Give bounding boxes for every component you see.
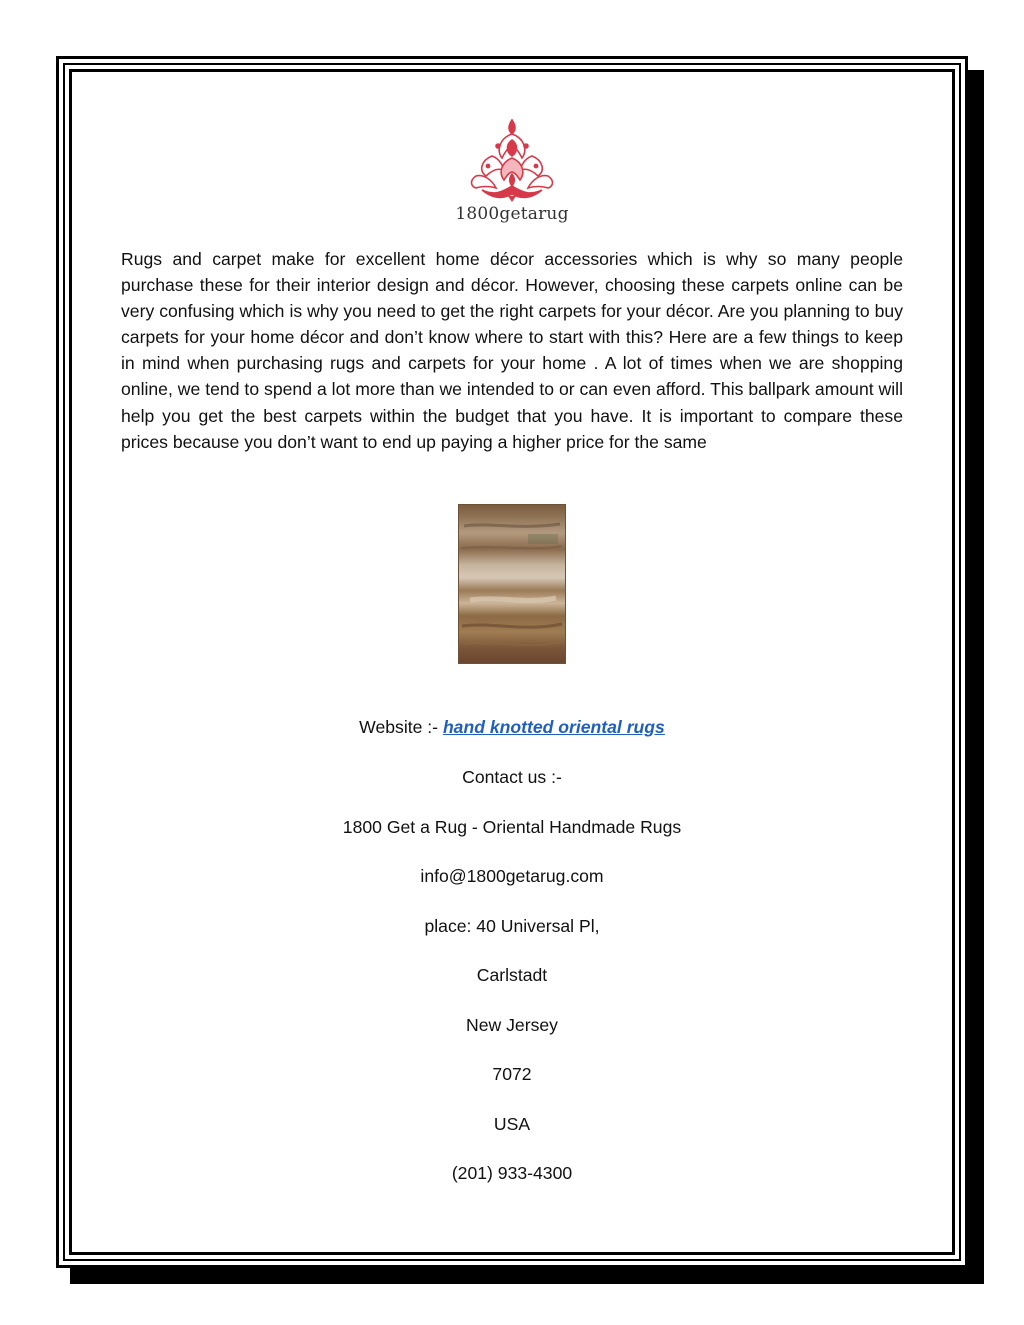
intro-paragraph: Rugs and carpet make for excellent home décor accessories which is why so many people purchase these for their interior design and décor. However, choosing these carpets online can be very confusing which is why you need to get the right carpets for your décor. Are you planning to buy carpets for your home décor and don’t know where to start with this? Here are a few things to keep in mind when purchasing rugs and carpets for your home . A lot of times when we are shopping online, we tend to spend a lot more than we intended to or can even afford. This ballpark amount will help you get the best carpets within the budget that you have. It is important to compare these prices because you don’t want to end up paying a higher price for the same (121, 249, 903, 452)
address-place: place: 40 Universal Pl, (424, 916, 600, 936)
address-state: New Jersey (466, 1015, 558, 1035)
contact-heading: Contact us :- (462, 767, 562, 787)
address-city: Carlstadt (476, 965, 548, 985)
rug-picture-icon (458, 504, 566, 664)
address-zip: 7072 (492, 1064, 532, 1084)
contact-email: info@1800getarug.com (420, 866, 604, 886)
contact-phone: (201) 933-4300 (451, 1163, 573, 1183)
website-label: Website :- (359, 717, 443, 737)
website-line (0, 716, 1024, 738)
brand-logo (452, 116, 572, 224)
website-link[interactable]: hand knotted oriental rugs (442, 717, 665, 737)
lotus-ornament-icon (452, 116, 572, 202)
rug-image (458, 504, 566, 664)
address-country: USA (493, 1114, 531, 1134)
company-name: 1800 Get a Rug - Oriental Handmade Rugs (342, 817, 682, 837)
logo-wordmark: 1800getarug (455, 204, 569, 224)
